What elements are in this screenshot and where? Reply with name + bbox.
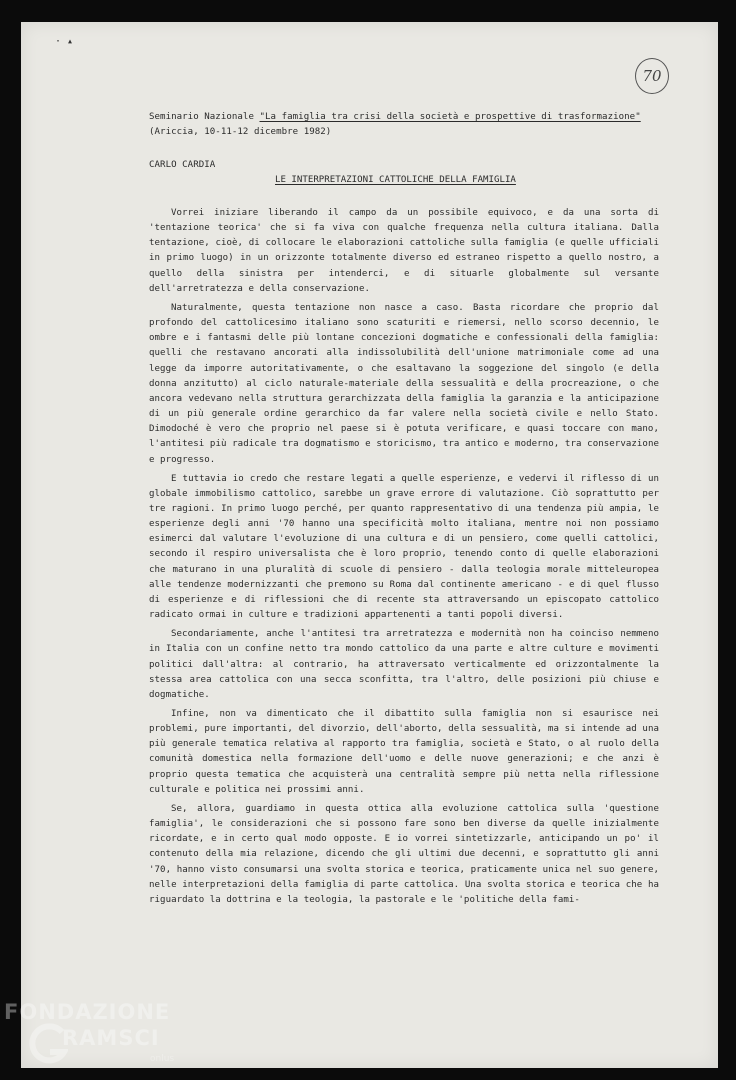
paragraph: Secondariamente, anche l'antitesi tra arretratezza e modernità non ha coinciso nemmeno in Italia con un confine netto tra mondo cattolico da una parte e altre culture e movimenti politici dall'altra: al contrario, ha attraversato verticalmente ed orizzontalmente la stessa area cattolica con una secca sconfitta, tra l'altro, delle posizioni più chiuse e dogmatiche. [149, 629, 659, 700]
document-page [21, 22, 718, 1068]
seminar-header [149, 110, 659, 140]
watermark-line-2: RAMSCI [62, 1026, 160, 1050]
watermark-line-1: FONDAZIONE [4, 1000, 171, 1024]
paragraph: Vorrei iniziare liberando il campo da un possibile equivoco, e da una sorta di 'tentazione teorica' che si fa viva con qualche frequenza nella cultura italiana. Dalla tentazione, cioè, di collocare le elaborazioni cattoliche sulla famiglia (e quelle ufficiali in primo luogo) in un orizzonte totalmente diverso ed estraneo rispetto a quello nostro, a quello della sinistra per intenderci, e di situarle globalmente sul versante dell'arretratezza e della conservazione. [149, 208, 659, 294]
page-number: 70 [635, 58, 669, 94]
watermark-logo [4, 1000, 204, 1076]
header-line-2: (Ariccia, 10-11-12 dicembre 1982) [149, 127, 332, 137]
header-prefix: Seminario Nazionale [149, 112, 260, 122]
corner-mark: · ▴ [55, 36, 74, 47]
paragraph: Se, allora, guardiamo in questa ottica alla evoluzione cattolica sulla 'questione famiglia', le considerazioni che si possono fare sono ben diverse da quelle inizialmente ricordate, e in certo qual modo opposte. E io vorrei sintetizzarle, anticipando un po' il contenuto della mia relazione, dicendo che gli ultimi due decenni, e soprattutto gli anni '70, hanno visto consumarsi una svolta storica e teorica, praticamente unica nel suo genere, nelle interpretazioni della famiglia di parte cattolica. Una svolta storica e teorica che ha riguardato la dottrina e la teologia, la pastorale e le 'politiche della fami- [149, 803, 659, 905]
paragraph: Infine, non va dimenticato che il dibattito sulla famiglia non si esaurisce nei problemi, pure importanti, del divorzio, dell'aborto, della sessualità, ma si intende ad una più generale tematica relativa al rapporto tra famiglia, società e Stato, o al ruolo della comunità domestica nella formazione dell'uomo e delle nuove generazioni; e che anzi è proprio questa tematica che acquisterà una centralità sempre più netta nella riflessione culturale e politica nei prossimi anni. [149, 709, 659, 795]
watermark-suffix: onlus [150, 1054, 175, 1064]
seminar-title: "La famiglia tra crisi della società e prospettive di trasformazione" [259, 112, 641, 122]
paragraph: Naturalmente, questa tentazione non nasce a caso. Basta ricordare che proprio dal profondo del cattolicesimo italiano sono scaturiti e riemersi, nello scorso decennio, le ombre e i fantasmi delle più lontane concezioni dogmatiche e confessionali della famiglia: quelli che restavano ancorati alla indissolubilità dell'unione matrimoniale come ad una legge da imporre autoritativamente, o che esaltavano la soggezione del singolo (e della donna anzitutto) al ciclo naturale-materiale della sessualità e della procreazione, o che ancora vedevano nella struttura gerarchizzata della famiglia la garanzia e la anticipazione di un più generale ordine gerarchico da far valere nella società civile e nello Stato. Dimodoché è vero che proprio nel paese si è potuta verificare, e quasi toccare con mano, l'antitesi più radicale tra dogmatismo e storicismo, tra antico e moderno, tra conservazione e progresso. [149, 302, 659, 465]
body-text [149, 206, 659, 912]
author-name: CARLO CARDIA [149, 160, 216, 170]
paragraph: E tuttavia io credo che restare legati a quelle esperienze, e vedervi il riflesso di un globale immobilismo cattolico, sarebbe un grave errore di valutazione. Ciò soprattutto per tre ragioni. In primo luogo perché, per quanto rappresentativo di una tendenza più ampia, le esperienze degli anni '70 hanno una specificità molto italiana, mentre noi non possiamo esimerci dal valutare l'evoluzione di una cultura e di un pensiero, come quelli cattolici, secondo il respiro universalista che è loro proprio, tenendo conto di quelle elaborazioni che maturano in una pluralità di scuole di pensiero - dalla teologia morale mitteleuropea alle tendenze modernizzanti che premono su Roma dal continente americano - e di quel flusso di esperienze e di riflessioni che di recente sta attraversando un episcopato cattolico radicato ormai in culture e tradizioni appartenenti a tanti popoli diversi. [149, 473, 659, 621]
header-line-1 [149, 110, 659, 125]
document-title: LE INTERPRETAZIONI CATTOLICHE DELLA FAMIGLIA [275, 175, 516, 185]
